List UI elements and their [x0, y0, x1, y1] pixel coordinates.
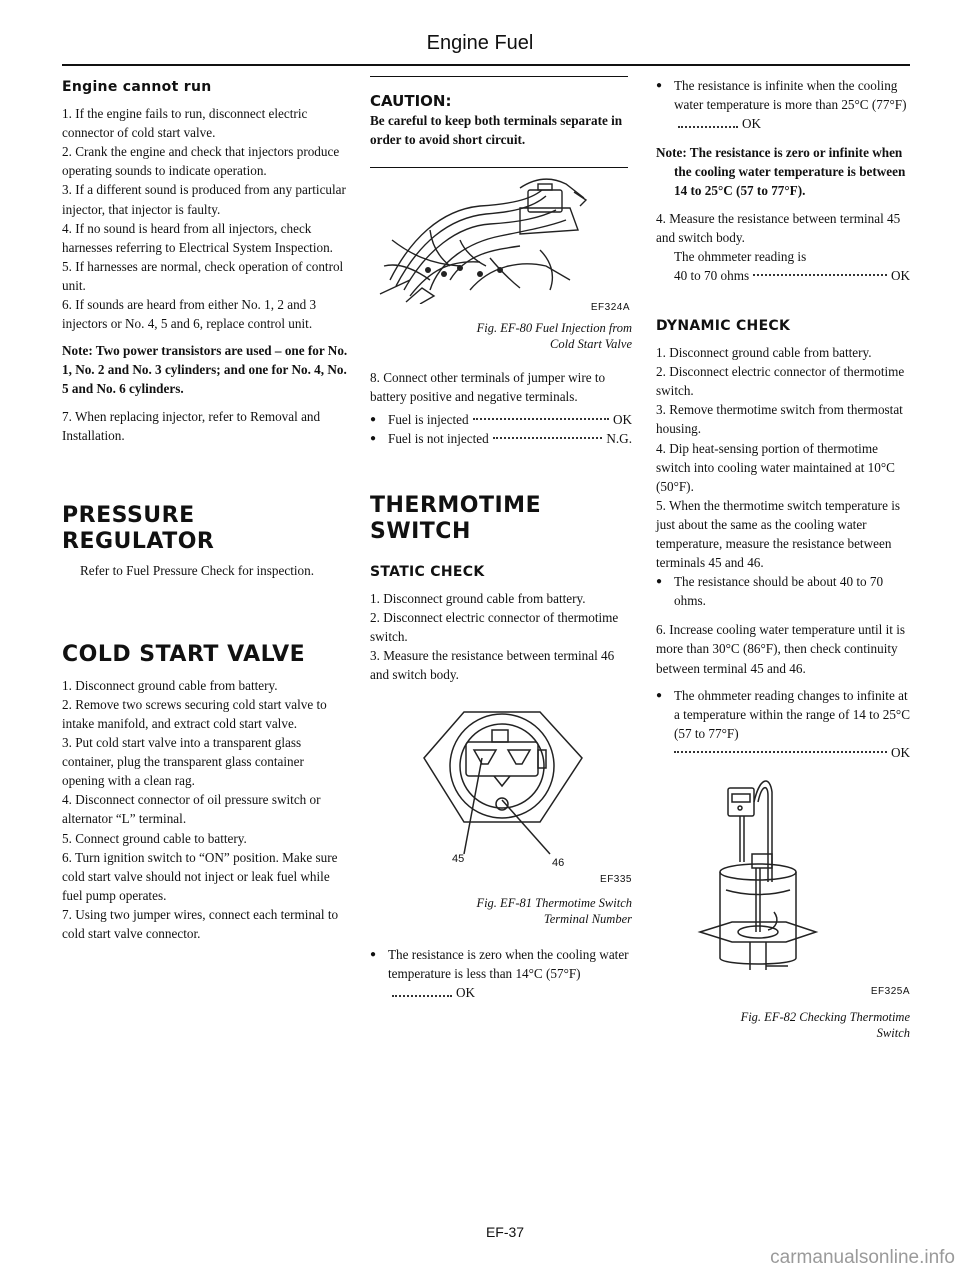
thermotime-heading-line1: THERMOTIME [370, 492, 542, 518]
fuel-not-injected-label: ● Fuel is not injected [388, 431, 489, 447]
resistance-zero-bullet [370, 945, 632, 1002]
pressure-regulator-heading-line2: REGULATOR [62, 528, 215, 554]
terminal-46-label: 46 [552, 857, 565, 870]
fig-ef80-illustration [370, 170, 632, 314]
ohm-change-bullet [656, 686, 910, 762]
transistor-note: Note: Two power transistors are used – one for No. 1, No. 2 and No. 3 cylinders; and one for No. 4, No. 5 and No. 6 cylinders. [62, 343, 348, 397]
caution-bottom-rule [370, 167, 628, 168]
fig-ef82-caption-1: Fig. EF-82 Checking Thermotime [740, 1010, 910, 1025]
engine-steps-list [62, 104, 348, 333]
dynamic-step: 2. Disconnect electric connector of thermotime switch. [656, 364, 905, 399]
cold-start-valve-heading: COLD START VALVE [62, 641, 306, 667]
dot-leader [392, 995, 452, 997]
ohm-reading-row [656, 266, 910, 285]
static-check-heading: STATIC CHECK [370, 563, 485, 580]
resistance-infinite-text: The resistance is infinite when the cooling water temperature is more than 25°C (77°F) [674, 78, 907, 113]
middle-column [370, 70, 632, 1003]
checking-thermotime-drawing [656, 772, 910, 982]
thermo-note: Note: The resistance is zero or infinite when the cooling water temperature is between 14 to 25°C (57 to 77°F). [656, 145, 906, 199]
right-column [656, 70, 910, 1041]
cold-step: 6. Turn ignition switch to “ON” position. Make sure cold start valve should not inject or leak fuel while fuel pump operates. [62, 849, 338, 903]
resistance-infinite-value: OK [742, 116, 762, 132]
cold-step: 7. Using two jumper wires, connect each terminal to cold start valve connector. [62, 906, 339, 941]
fuel-injection-drawing [370, 170, 632, 304]
fig-ef80-caption-1: Fig. EF-80 Fuel Injection from [476, 321, 632, 336]
ohm-reading-value: OK [890, 267, 910, 283]
dot-leader [493, 437, 603, 439]
fig-ef82-illustration [656, 772, 910, 982]
fuel-not-injected-row [370, 429, 632, 448]
static-step: 1. Disconnect ground cable from battery. [370, 590, 586, 606]
fuel-injected-label: ● Fuel is injected [388, 412, 469, 428]
dynamic-bullet: ● The resistance should be about 40 to 70 ohms. [656, 572, 910, 610]
pressure-regulator-heading-line1: PRESSURE [62, 502, 195, 528]
engine-step: 1. If the engine fails to run, disconnect electric connector of cold start valve. [62, 106, 308, 141]
page-header: Engine Fuel [426, 32, 534, 54]
engine-step: 4. If no sound is heard from all injectors, check harnesses referring to Electrical System Inspection. [62, 220, 333, 255]
header-rule [62, 64, 910, 66]
dot-leader [674, 751, 887, 753]
cold-step: 5. Connect ground cable to battery. [62, 830, 247, 846]
ohm-change-value: OK [890, 744, 910, 760]
dynamic-step: 4. Dip heat-sensing portion of thermotime switch into cooling water maintained at 10°C (50°F). [656, 440, 895, 494]
engine-step: 5. If harnesses are normal, check operation of control unit. [62, 258, 344, 293]
ohm-change-row [674, 743, 910, 762]
cold-start-steps-list [62, 676, 348, 943]
fuel-injected-row [370, 410, 632, 429]
fig-ef81-caption-1: Fig. EF-81 Thermotime Switch [476, 896, 632, 911]
fig-ef82-code: EF325A [870, 986, 910, 997]
caution-text: Be careful to keep both terminals separate in order to avoid short circuit. [370, 113, 623, 148]
dot-leader [678, 126, 738, 128]
dot-leader [473, 418, 609, 420]
fuel-injected-value: OK [612, 412, 632, 428]
fig-ef81-caption-2: Terminal Number [543, 912, 632, 927]
step-6-increase: 6. Increase cooling water temperature until it is more than 30°C (86°F), then check continuity between terminal 45 and 46. [656, 622, 906, 676]
cold-step: 1. Disconnect ground cable from battery. [62, 677, 278, 693]
ohm-reading-line2: 40 to 70 ohms [674, 267, 750, 283]
dot-leader [753, 274, 887, 276]
engine-cannot-run-heading: Engine cannot run [62, 79, 212, 95]
engine-step: 6. If sounds are heard from either No. 1, 2 and 3 injectors or No. 4, 5 and 6, replace control unit. [62, 297, 317, 332]
caution-title: CAUTION: [370, 92, 452, 110]
cold-step: 4. Disconnect connector of oil pressure switch or alternator “L” terminal. [62, 792, 321, 827]
step-8: 8. Connect other terminals of jumper wire to battery positive and negative terminals. [370, 370, 606, 405]
static-step: 3. Measure the resistance between terminal 46 and switch body. [370, 647, 615, 683]
dynamic-check-heading: DYNAMIC CHECK [656, 317, 791, 334]
watermark: carmanualsonline.info [770, 1247, 955, 1268]
ohm-reading-line1: The ohmmeter reading is [674, 248, 807, 264]
thermotime-switch-terminal-drawing [370, 700, 632, 870]
cold-step: 3. Put cold start valve into a transparent glass container, plug the transparent glass container opening with a clean rag. [62, 735, 304, 789]
engine-step: 3. If a different sound is produced from any particular injector, that injector is faulty. [62, 182, 346, 217]
thermotime-heading-line2: SWITCH [370, 518, 471, 544]
step-4-measure: 4. Measure the resistance between terminal 45 and switch body. [656, 210, 901, 245]
caution-top-rule [370, 76, 628, 77]
engine-step: 2. Crank the engine and check that injectors produce operating sounds to indicate operation. [62, 144, 340, 179]
ohm-change-text: The ohmmeter reading changes to infinite at a temperature within the range of 14 to 25°C (57 to 77°F) [674, 687, 910, 741]
dynamic-step: 1. Disconnect ground cable from battery. [656, 345, 872, 361]
fig-ef81-illustration [370, 700, 632, 870]
fig-ef81-code: EF335 [600, 874, 632, 886]
resistance-zero-value: OK [456, 985, 476, 1001]
engine-step-7: 7. When replacing injector, refer to Removal and Installation. [62, 408, 321, 443]
dynamic-step: 3. Remove thermotime switch from thermostat housing. [656, 402, 903, 437]
cold-step: 2. Remove two screws securing cold start valve to intake manifold, and extract cold start valve. [62, 696, 327, 731]
page-number: EF-37 [485, 1224, 525, 1240]
fuel-not-injected-value: N.G. [606, 431, 632, 447]
dynamic-step: 5. When the thermotime switch temperature is just about the same as the cooling water temperature, measure the resistance between terminals 45 and 46. [656, 497, 901, 571]
static-step: 2. Disconnect electric connector of thermotime switch. [370, 609, 619, 644]
resistance-infinite-bullet [656, 76, 910, 133]
fig-ef82-caption-2: Switch [876, 1026, 910, 1041]
fig-ef80-caption-2: Cold Start Valve [550, 337, 632, 352]
left-column [62, 70, 348, 943]
fig-ef80-code: EF324A [590, 302, 630, 314]
resistance-zero-text: The resistance is zero when the cooling water temperature is less than 14°C (57°F) [388, 947, 629, 982]
terminal-45-label: 45 [452, 853, 465, 866]
pressure-regulator-text: Refer to Fuel Pressure Check for inspection. [80, 562, 315, 578]
